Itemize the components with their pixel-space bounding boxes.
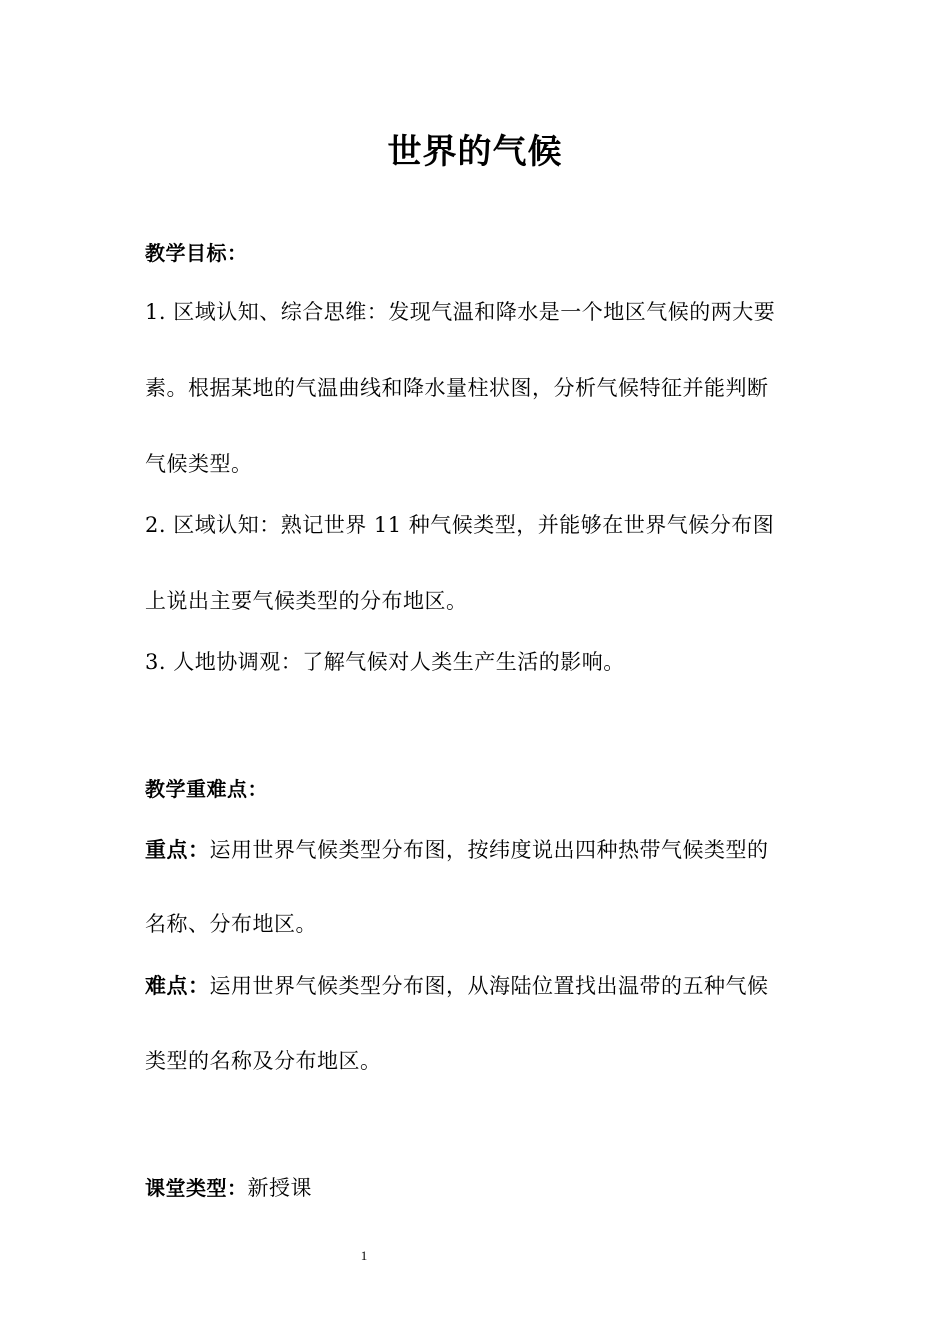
difficult-point-text: 运用世界气候类型分布图，从海陆位置找出温带的五种气候 bbox=[209, 974, 769, 998]
lesson-type-line bbox=[145, 1173, 815, 1203]
key-point-line-2: 名称、分布地区。 bbox=[145, 912, 317, 936]
objective-1-line-3: 气候类型。 bbox=[145, 452, 253, 476]
lesson-type-label: 课堂类型： bbox=[145, 1176, 248, 1200]
key-points-heading: 教学重难点： bbox=[145, 777, 268, 801]
objective-3-line-1: 3. 人地协调观：了解气候对人类生产生活的影响。 bbox=[145, 650, 625, 674]
difficult-point-line-1 bbox=[145, 971, 815, 1001]
objective-1-line-2: 素。根据某地的气温曲线和降水量柱状图，分析气候特征并能判断 bbox=[145, 376, 769, 400]
lesson-type-value: 新授课 bbox=[247, 1176, 312, 1200]
key-point-text: 运用世界气候类型分布图，按纬度说出四种热带气候类型的 bbox=[209, 838, 769, 862]
document-title: 世界的气候 bbox=[387, 132, 563, 172]
key-point-label: 重点： bbox=[145, 838, 210, 862]
objective-2-line-2: 上说出主要气候类型的分布地区。 bbox=[145, 589, 468, 613]
difficult-point-label: 难点： bbox=[145, 974, 210, 998]
key-point-line-1 bbox=[145, 835, 815, 865]
objectives-heading: 教学目标： bbox=[145, 241, 248, 265]
difficult-point-line-2: 类型的名称及分布地区。 bbox=[145, 1049, 382, 1073]
page-number: 1 bbox=[360, 1248, 368, 1263]
objective-1-line-1: 1. 区域认知、综合思维：发现气温和降水是一个地区气候的两大要 bbox=[145, 300, 776, 324]
objective-2-line-1: 2. 区域认知：熟记世界 11 种气候类型，并能够在世界气候分布图 bbox=[145, 513, 775, 537]
